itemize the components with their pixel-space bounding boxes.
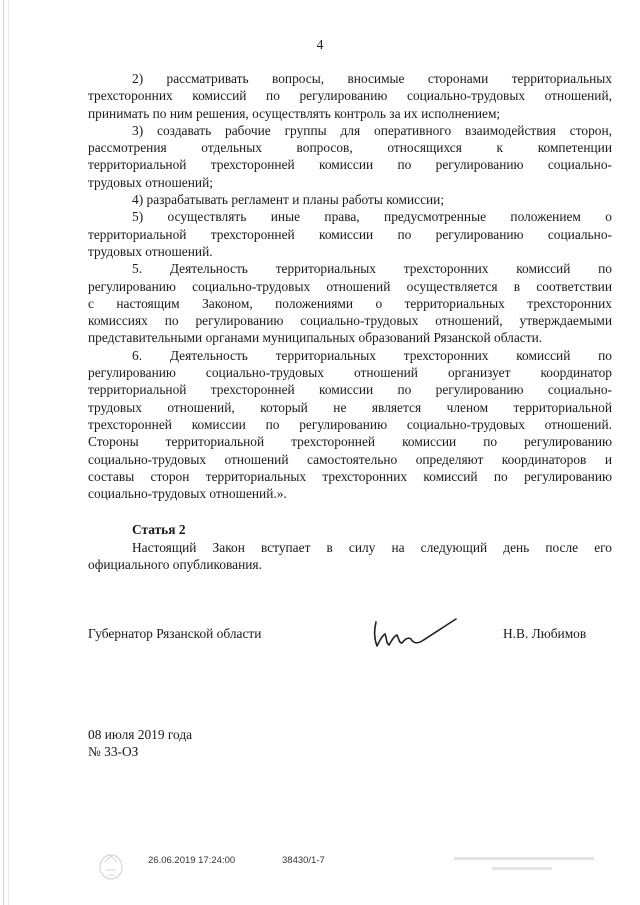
text-line: территориальной трехсторонней комиссии по регулированию социально-: [88, 157, 612, 173]
text-line: социально-трудовых отношений.».: [88, 486, 287, 502]
text-line: представительными органами муниципальных образований Рязанской области.: [88, 330, 543, 346]
page-number: 4: [316, 37, 324, 52]
text-line: 2) рассматривать вопросы, вносимые сторонами территориальных: [132, 71, 612, 86]
text-line: Стороны территориальной трехсторонней комиссии по регулированию: [88, 434, 612, 450]
text-line: социально-трудовых отношений самостоятельно определяют координаторов и: [88, 451, 612, 467]
spacer: [88, 502, 612, 521]
text-line: Настоящий Закон вступает в силу на следующий день после его: [132, 539, 612, 555]
signatory-title: Губернатор Рязанской области: [88, 626, 262, 641]
text-line: регулированию социально-трудовых отношений осуществляется в соответствии: [88, 278, 612, 294]
text-line: территориальной трехсторонней комиссии по регулированию социально-: [88, 382, 612, 398]
date-block: [88, 726, 192, 761]
text-line: 4) разрабатывать регламент и планы работы комиссии;: [132, 192, 445, 208]
handwritten-signature-icon: [368, 612, 463, 652]
text-line: 6. Деятельность территориальных трехсторонних комиссий по: [132, 347, 612, 363]
footer-timestamp: 26.06.2019 17:24:00: [148, 855, 236, 866]
text-line: трудовых отношений, который не является членом территориальной: [88, 399, 612, 415]
signatory-name: Н.В. Любимов: [503, 626, 587, 641]
faded-stamp-icon: [452, 852, 602, 878]
article-heading: Статья 2: [132, 522, 186, 538]
emblem-stamp-icon: [96, 850, 126, 882]
text-line: официального опубликования.: [88, 557, 262, 573]
text-line: 5. Деятельность территориальных трехсторонних комиссий по: [132, 261, 612, 277]
text-line: 5) осуществлять иные права, предусмотренные положением о: [132, 209, 612, 225]
text-line: с настоящим Законом, положениями о территориальных трехсторонних: [88, 295, 612, 311]
footer-code: 38430/1-7: [282, 855, 325, 866]
text-line: рассмотрения отдельных вопросов, относящихся к компетенции: [88, 140, 612, 156]
scan-edge-line: [8, 0, 9, 905]
text-line: трудовых отношений.: [88, 243, 213, 259]
scan-edge-line: [3, 0, 4, 905]
law-number: № 33-ОЗ: [88, 744, 139, 760]
signing-date: 08 июля 2019 года: [88, 727, 193, 742]
text-line: трудовых отношений;: [88, 174, 213, 190]
text-line: территориальной трехсторонней комиссии по регулированию социально-: [88, 226, 612, 242]
text-line: комиссиях по регулированию социально-трудовых отношений, утверждаемыми: [88, 313, 612, 329]
text-line: регулированию социально-трудовых отношений организует координатор: [88, 365, 612, 381]
text-line: 3) создавать рабочие группы для оперативного взаимодействия сторон,: [132, 122, 612, 138]
text-line: трехсторонних комиссий по регулированию социально-трудовых отношений,: [88, 88, 612, 104]
text-line: составы сторон территориальных трехсторонних комиссий по регулированию: [88, 468, 612, 484]
text-line: принимать по ним решения, осуществлять контроль за их исполнением;: [88, 105, 501, 121]
text-line: трехсторонней комиссии по регулированию социально-трудовых отношений.: [88, 416, 612, 432]
body-text: [88, 70, 612, 573]
